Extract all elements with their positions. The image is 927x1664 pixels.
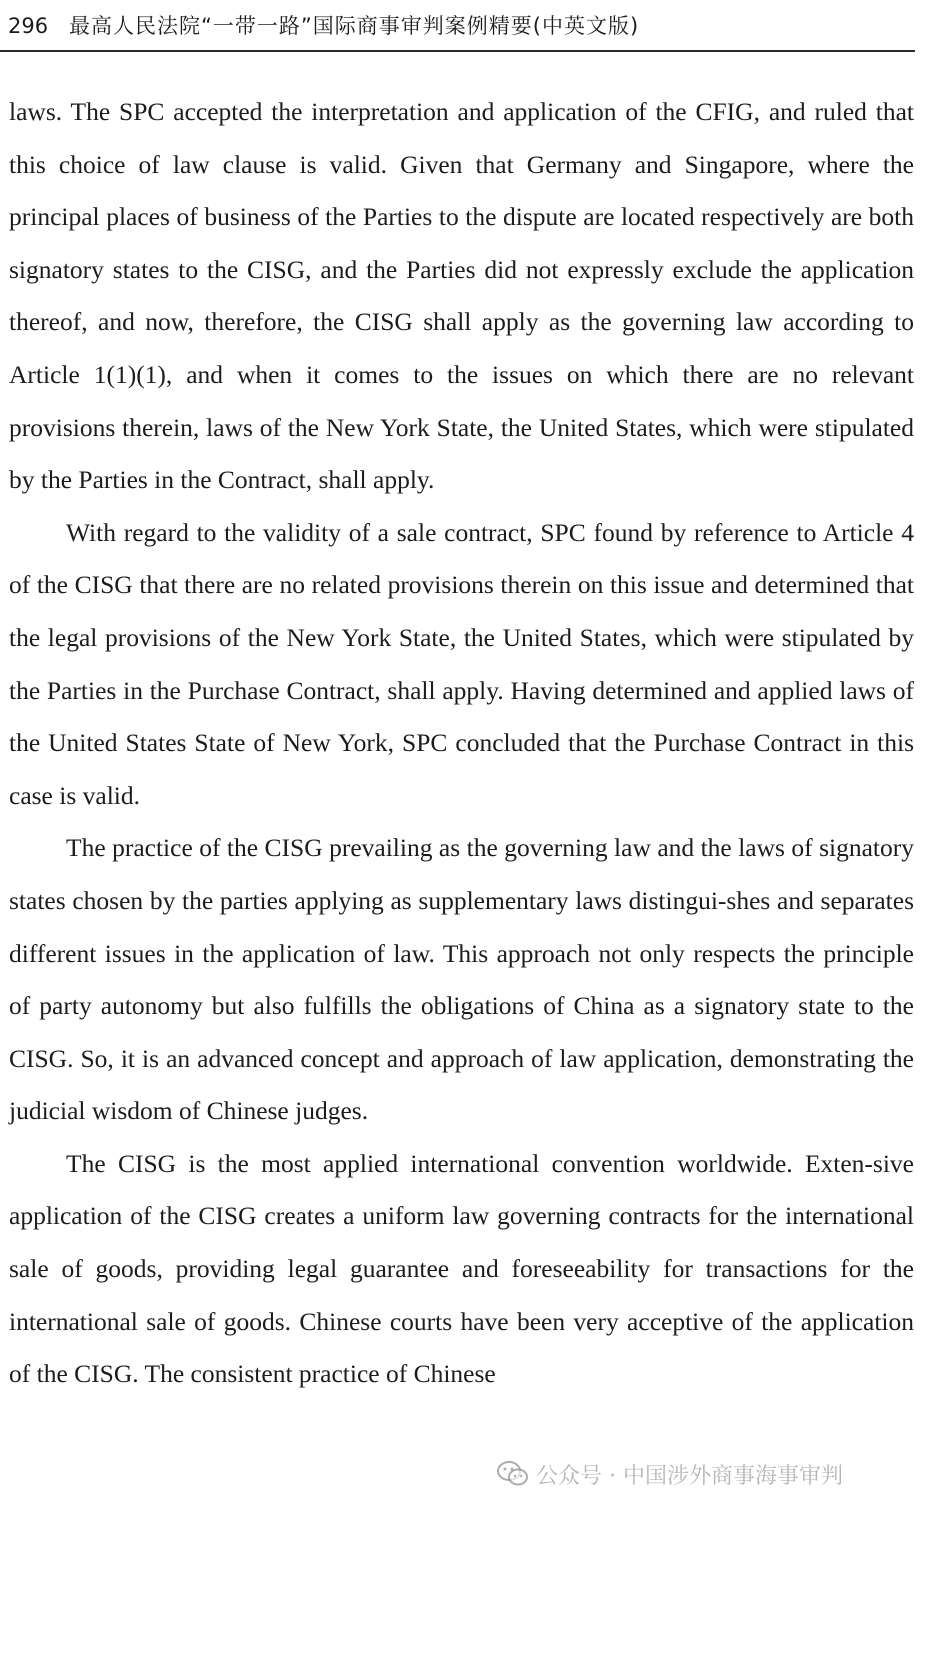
watermark [496,1456,843,1492]
paragraph-cisg-practice: The practice of the CISG prevailing as the governing law and the laws of signatory states chosen by the parties applying as supplementary laws distingui-shes and separates different issues in the application of law. This approach not only respects the principle of party autonomy but also fulfills the obligations of China as a signatory state to the CISG. So, it is an advanced concept and approach of law application, demonstrating the judicial wisdom of Chinese judges. [9,833,914,1126]
body-text [9,86,914,1664]
watermark-text: 公众号 · 中国涉外商事海事审判 [536,1463,843,1489]
wechat-icon [496,1460,530,1488]
book-title: 最高人民法院“一带一路”国际商事审判案例精要(中英文版) [69,14,640,38]
running-header [0,0,915,52]
paragraph-choice-of-law: laws. The SPC accepted the interpretation and application of the CFIG, and ruled that this choice of law clause is valid. Given that Germany and Singapore, where the principal places of business of the Parties to the dispute are located respectively are both signatory states to the CISG, and the Parties did not expressly exclude the application thereof, and now, therefore, the CISG shall apply as the governing law according to Article 1(1)(1), and when it comes to the issues on which there are no relevant provisions therein, laws of the New York State, the United States, which were stipulated by the Parties in the Contract, shall apply. [9,97,914,495]
paragraph-contract-validity: With regard to the validity of a sale contract, SPC found by reference to Article 4 of the CISG that there are no related provisions therein on this issue and determined that the legal provisions of the New York State, the United States, which were stipulated by the Parties in the Purchase Contract, shall apply. Having determined and applied laws of the United States State of New York, SPC concluded that the Purchase Contract in this case is valid. [9,517,914,810]
paragraph-cisg-application: The CISG is the most applied international convention worldwide. Exten-sive application of the CISG creates a uniform law governing contracts for the international sale of goods, providing legal guarantee and foreseeability for transactions for the international sale of goods. Chinese courts have been very acceptive of the application of the CISG. The consistent practice of Chinese [9,1148,914,1389]
page-number: 296 [8,14,49,38]
